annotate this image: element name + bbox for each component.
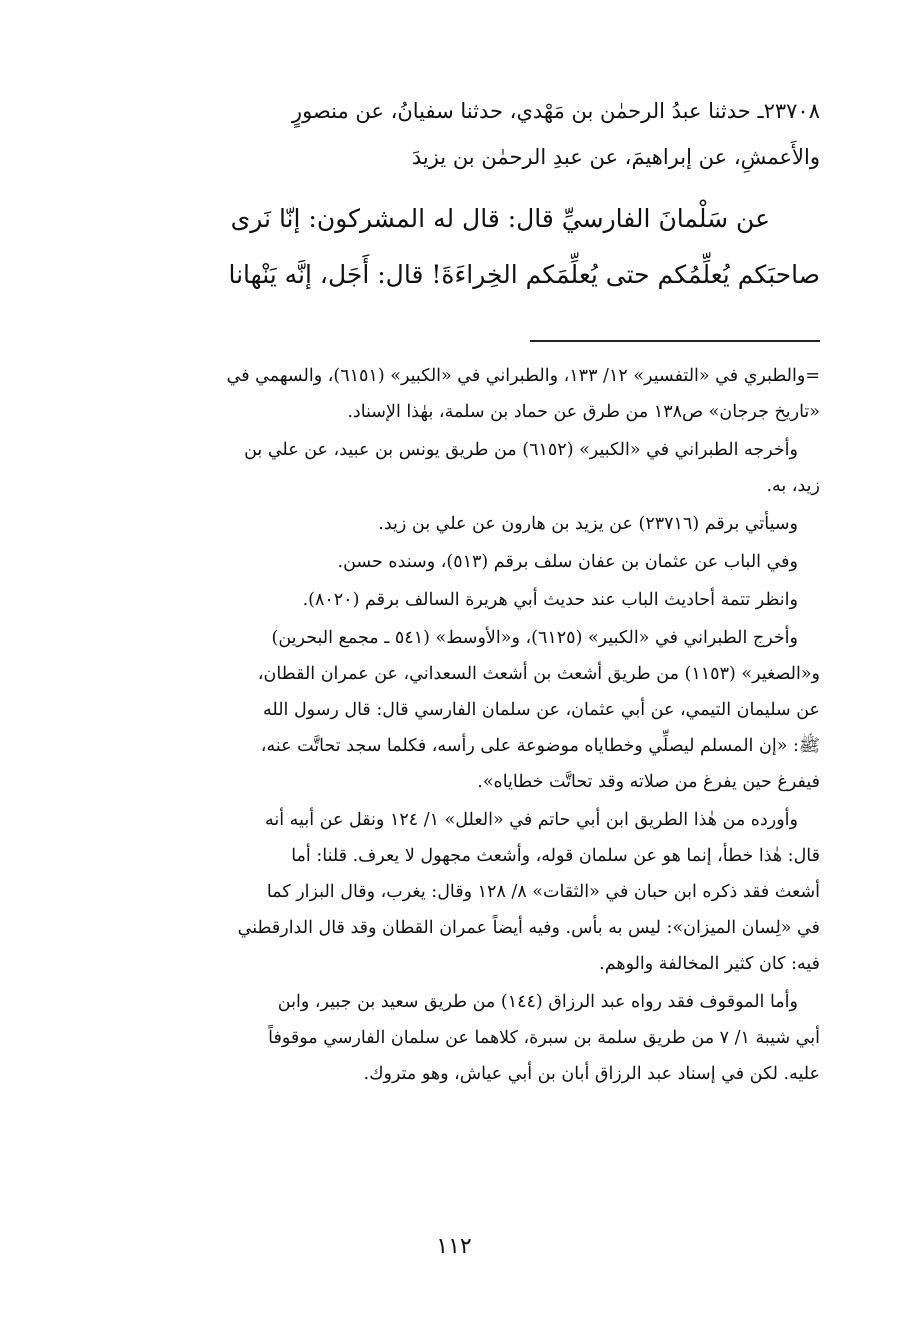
footnote-line: فيفرغ حين يفرغ من صلاته وقد تحاتَّت خطاياه». [477,772,820,792]
footnote-paragraph [85,620,820,800]
isnad-line: ٢٣٧٠٨ـ حدثنا عبدُ الرحمٰن بن مَهْدي، حدثنا سفيانُ، عن منصورٍ [291,99,820,123]
footnote-line: قال: هٰذا خطأ، إنما هو عن سلمان قوله، وأشعث مجهول لا يعرف. قلنا: أما [291,846,820,866]
footnotes [85,358,820,1094]
footnote-paragraph [85,432,820,504]
footnote-line: وأخرج الطبراني في «الكبير» (٦١٢٥)، و«الأوسط» (٥٤١ ـ مجمع البحرين) [271,628,798,648]
footnote-line: وسيأتي برقم (٢٣٧١٦) عن يزيد بن هارون عن علي بن زيد. [378,514,798,534]
footnote-line: وأما الموقوف فقد رواه عبد الرزاق (١٤٤) من طريق سعيد بن جبير، وابن [277,992,798,1012]
footnote-line: «تاريخ جرجان» ص١٣٨ من طرق عن حماد بن سلمة، بهٰذا الإسناد. [347,402,820,422]
footnote-line: =والطبري في «التفسير» ١٢/ ١٣٣، والطبراني في «الكبير» (٦١٥١)، والسهمي في [226,366,820,386]
footnote-line: وانظر تتمة أحاديث الباب عند حديث أبي هريرة السالف برقم (٨٠٢٠). [302,590,798,610]
footnote-line: في «لِسان الميزان»: ليس به بأس. وفيه أيضاً عمران القطان وقد قال الدارقطني [237,918,820,938]
footnote-line: عليه. لكن في إسناد عبد الرزاق أبان بن أبي عياش، وهو متروك. [363,1064,820,1084]
footnote-line: زيد، به. [766,476,820,496]
footnote-paragraph [85,582,820,618]
footnote-line: وفي الباب عن عثمان بن عفان سلف برقم (٥١٣)، وسنده حسن. [337,552,798,572]
hadith-isnad [85,88,820,180]
matn-line: عن سَلْمانَ الفارسيِّ قال: قال له المشركون: إنّا نَرى [230,204,770,233]
page-number: ١١٢ [436,1234,472,1259]
footnote-paragraph [85,984,820,1092]
footnote-paragraph [85,506,820,542]
footnote-divider [530,340,820,342]
matn-line: صاحبَكم يُعلِّمُكم حتى يُعلِّمَكم الخِراءَةَ! قال: أَجَل، إنَّه يَنْهانا [228,260,820,289]
footnote-line: و«الصغير» (١١٥٣) من طريق أشعث بن أشعث السعداني، عن عمران القطان، [257,664,820,684]
footnote-line: أبي شيبة ١/ ٧ من طريق سلمة بن سبرة، كلاهما عن سلمان الفارسي موقوفاً [268,1028,820,1048]
footnote-paragraph [85,802,820,982]
footnote-line: أشعث فقد ذكره ابن حبان في «الثقات» ٨/ ١٢٨ وقال: يغرب، وقال البزار كما [266,882,820,902]
footnote-paragraph [85,544,820,580]
footnote-paragraph [85,358,820,430]
hadith-matn [85,191,820,303]
footnote-line: ﷺ: «إن المسلم ليصلِّي وخطاياه موضوعة على رأسه، فكلما سجد تحاتَّت عنه، [260,736,820,756]
isnad-line: والأَعمشِ، عن إبراهيمَ، عن عبدِ الرحمٰن بن يزيدَ [411,145,820,169]
footnote-line: فيه: كان كثير المخالفة والوهم. [599,954,820,974]
footnote-line: وأورده من هٰذا الطريق ابن أبي حاتم في «العلل» ١/ ١٢٤ ونقل عن أبيه أنه [264,810,798,830]
footnote-line: عن سليمان التيمي، عن أبي عثمان، عن سلمان الفارسي قال: قال رسول الله [263,700,820,720]
footnote-line: وأخرجه الطبراني في «الكبير» (٦١٥٢) من طريق يونس بن عبيد، عن علي بن [244,440,798,460]
